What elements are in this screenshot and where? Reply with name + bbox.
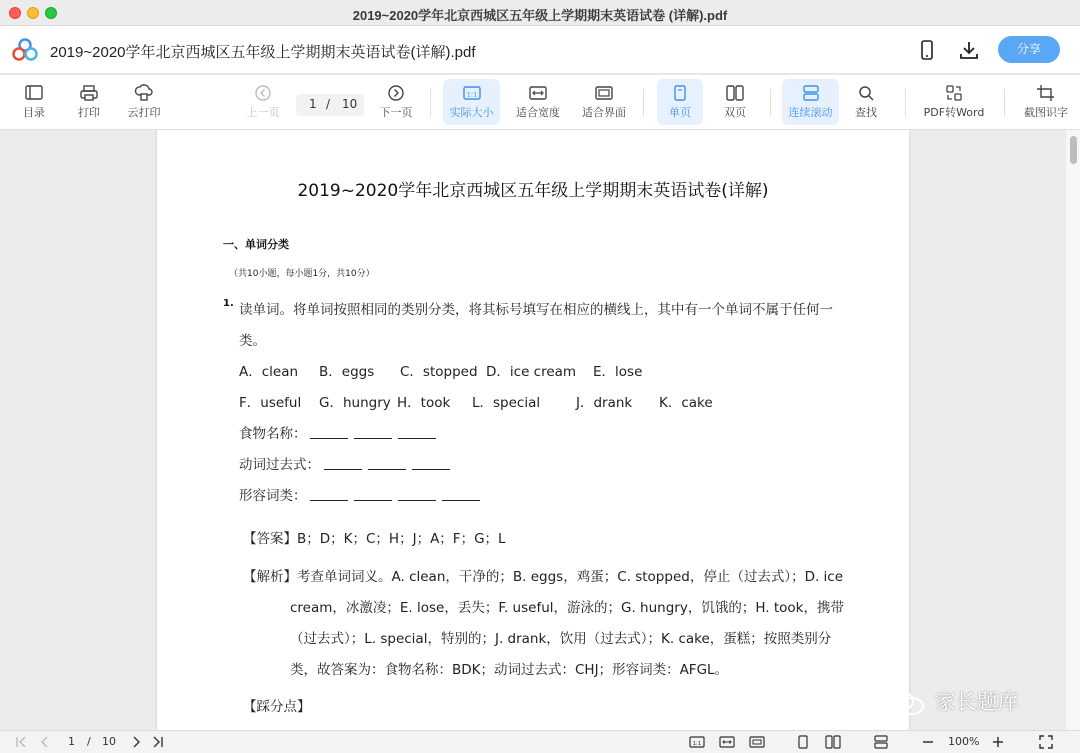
phone-icon[interactable] (916, 38, 938, 62)
status-fit-window-icon[interactable] (749, 735, 765, 749)
last-page-icon[interactable] (151, 735, 165, 749)
question-text-line: 读单词。将单词按照相同的类别分类，将其标号填写在相应的横线上，其中有一个单词不属于任何一 (239, 302, 833, 318)
window-title: 2019~2020学年北京西城区五年级上学期期末英语试卷 (详解).pdf (352, 8, 728, 23)
option-item: L．special (472, 395, 541, 411)
continuous-scroll-label: 连续滚动 (788, 106, 833, 119)
next-page-label: 下一页 (379, 106, 413, 119)
analysis-line: 类，故答案为：食物名称：BDK；动词过去式：CHJ；形容词类：AFGL。 (290, 662, 729, 678)
prev-page-icon (254, 84, 272, 102)
print-label: 打印 (78, 106, 100, 119)
pdf-to-word-icon (944, 84, 964, 102)
search-icon (857, 84, 875, 102)
total-pages: 10 (342, 97, 358, 111)
actual-size-icon (462, 84, 482, 102)
answer-blank (310, 489, 348, 501)
answer-blank (398, 427, 436, 439)
answer-blanks (310, 486, 486, 505)
cloud-print-label: 云打印 (127, 106, 161, 119)
answer-blank (398, 489, 436, 501)
toolbar-divider (1004, 89, 1005, 117)
download-icon[interactable] (957, 38, 981, 62)
answer-blank (442, 489, 480, 501)
next-page-icon (387, 84, 405, 102)
toolbar-divider (770, 89, 771, 117)
zoom-out-icon[interactable] (921, 735, 935, 749)
watermark-text: 家长题库 (934, 690, 1019, 714)
double-page-icon (725, 84, 745, 102)
fit-width-icon (528, 84, 548, 102)
pdf-to-word-button[interactable] (918, 79, 990, 125)
prev-icon[interactable] (38, 735, 52, 749)
single-page-label: 单页 (669, 106, 691, 119)
crop-icon (1036, 84, 1056, 102)
analysis-line: 【解析】考查单词词义。A. clean，干净的；B. eggs，鸡蛋；C. stopped，停止（过去式）；D. ice (243, 569, 844, 585)
page-separator: / (326, 97, 331, 111)
answer-blank (354, 427, 392, 439)
actual-size-icon-text: 1:1 (466, 90, 477, 99)
option-item: K．cake (659, 395, 713, 411)
prev-page-button[interactable] (243, 79, 283, 125)
next-page-button[interactable] (376, 79, 416, 125)
cloud-print-button[interactable] (120, 79, 168, 125)
share-button[interactable]: 分享 (998, 36, 1060, 63)
question-text-line: 类。 (239, 333, 266, 349)
category-verb-label: 动词过去式： (239, 457, 320, 473)
page-title: 2019~2020学年北京西城区五年级上学期期末英语试卷(详解) (297, 181, 769, 201)
toolbar-divider (643, 89, 644, 117)
answer-blank (354, 489, 392, 501)
single-page-icon (671, 84, 689, 102)
screenshot-ocr-label: 截图识字 (1024, 106, 1068, 119)
vertical-scrollbar[interactable] (1066, 130, 1080, 730)
continuous-scroll-button[interactable] (782, 79, 839, 125)
status-actual-size-icon-text: 1:1 (692, 741, 702, 747)
answer-blanks (310, 424, 442, 443)
document-viewport[interactable] (0, 130, 1080, 730)
search-button[interactable] (846, 79, 886, 125)
watermark (884, 686, 1019, 716)
status-current-page: 1 (68, 735, 75, 748)
first-page-icon[interactable] (14, 735, 28, 749)
scoring-points-line: 【踩分点】 (243, 699, 311, 715)
toc-button[interactable] (14, 79, 54, 125)
option-item: C．stopped (400, 364, 478, 380)
answer-blank (368, 458, 406, 470)
fit-window-label: 适合界面 (582, 106, 626, 119)
option-item: E．lose (593, 364, 643, 380)
window-titlebar (0, 0, 1080, 26)
status-total-pages: 10 (102, 735, 116, 748)
page-number-input[interactable] (296, 94, 364, 116)
print-button[interactable] (69, 79, 109, 125)
prev-page-label: 上一页 (246, 106, 280, 119)
answer-blank (412, 458, 450, 470)
toc-icon (24, 84, 44, 102)
status-single-page-icon[interactable] (797, 735, 809, 749)
pdf-to-word-label: PDF转Word (923, 106, 985, 119)
category-adj-label: 形容词类： (239, 488, 307, 504)
analysis-line: cream，冰激凌；E. lose，丢失；F. useful，游泳的；G. hungry，饥饿的；H. took，携带 (290, 600, 844, 616)
double-page-label: 双页 (724, 106, 746, 119)
current-page: 1 (309, 97, 317, 111)
zoom-in-icon[interactable] (991, 735, 1005, 749)
category-food-label: 食物名称： (239, 426, 307, 442)
fit-window-icon (594, 84, 614, 102)
printer-icon (79, 84, 99, 102)
option-item: H．took (397, 395, 451, 411)
status-bar (0, 730, 1080, 753)
fullscreen-icon[interactable] (1039, 735, 1053, 749)
status-page-sep: / (87, 735, 91, 748)
toc-label: 目录 (23, 106, 45, 119)
fit-width-label: 适合宽度 (516, 106, 560, 119)
pdf-page (157, 130, 909, 730)
actual-size-button[interactable] (443, 79, 500, 125)
wechat-icon (884, 690, 928, 716)
question-number: 1. (223, 298, 234, 309)
answer-line: 【答案】B；D；K；C；H；J；A；F；G；L (243, 531, 506, 547)
toolbar-divider (905, 89, 906, 117)
fit-width-button[interactable] (512, 79, 564, 125)
double-page-button[interactable] (713, 79, 757, 125)
toolbar (0, 75, 1080, 130)
analysis-line: （过去式）；L. special，特别的；J. drank，饮用（过去式）；K. cake，蛋糕；按照类别分 (290, 631, 832, 647)
fit-window-button[interactable] (578, 79, 630, 125)
zoom-level: 100% (948, 735, 980, 748)
status-continuous-icon[interactable] (873, 735, 889, 749)
option-item: A．clean (239, 364, 299, 380)
section-note: （共10小题，每小题1分，共10分） (229, 269, 375, 279)
option-item: G．hungry (319, 395, 391, 411)
option-item: D．ice cream (486, 364, 577, 380)
document-name: 2019~2020学年北京西城区五年级上学期期末英语试卷(详解).pdf (50, 44, 476, 61)
status-actual-size-icon[interactable] (689, 735, 705, 749)
screenshot-ocr-button[interactable] (1018, 79, 1074, 125)
app-logo-icon (12, 38, 38, 62)
status-double-page-icon[interactable] (825, 735, 841, 749)
toolbar-divider (430, 89, 431, 117)
answer-blank (324, 458, 362, 470)
continuous-scroll-icon (801, 84, 821, 102)
single-page-button[interactable] (657, 79, 703, 125)
status-fit-width-icon[interactable] (719, 735, 735, 749)
section-title: 一、单词分类 (223, 238, 289, 251)
actual-size-label: 实际大小 (449, 106, 494, 119)
search-label: 查找 (855, 106, 877, 119)
option-item: J．drank (576, 395, 633, 411)
answer-blank (310, 427, 348, 439)
next-icon[interactable] (129, 735, 143, 749)
cloud-print-icon (134, 84, 154, 102)
answer-blanks (324, 455, 456, 474)
option-item: B．eggs (319, 364, 375, 380)
option-item: F．useful (239, 395, 302, 411)
document-header (0, 26, 1080, 74)
scrollbar-thumb[interactable] (1070, 136, 1077, 164)
